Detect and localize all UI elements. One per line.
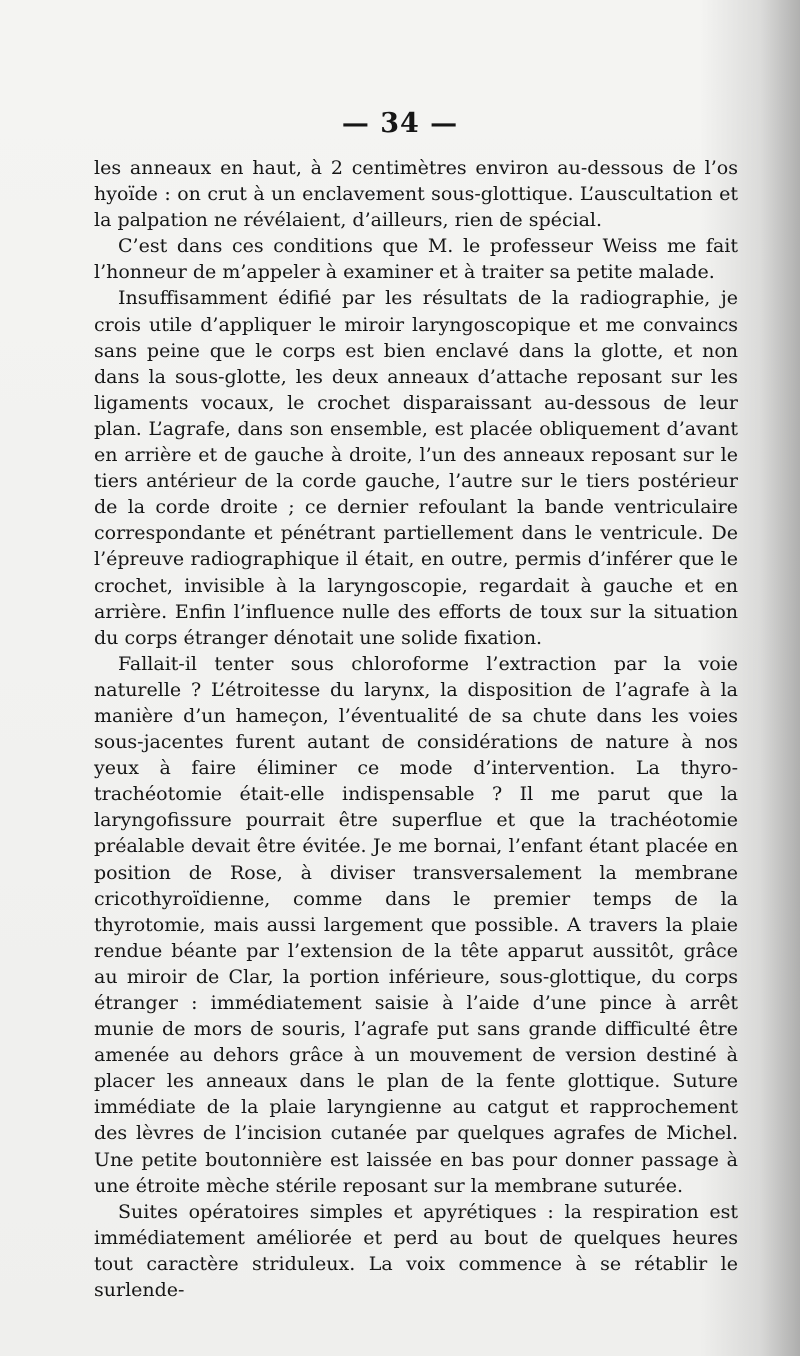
paragraph-laryngoscopy: Insuffisamment édifié par les résultats de la radiographie, je crois utile d’appliquer le miroir laryngoscopique et me convaincs sans peine que le corps est bien enclavé dans la glotte, et non dans la sous-glotte, les deux anneaux d’attache reposant sur les ligaments vocaux, le crochet disparaissant au-dessous de leur plan. L’agrafe, dans son ensemble, est placée obliquement d’avant en arrière et de gauche à droite, l’un des anneaux reposant sur le tiers antérieur de la corde gauche, l’autre sur le tiers postérieur de la corde droite ; ce dernier refoulant la bande ventriculaire correspondante et pénétrant partiellement dans le ventricule. De l’épreuve radiographique il était, en outre, permis d’inférer que le crochet, invisible à la laryngoscopie, regardait à gauche et en arrière. Enfin l’influence nulle des efforts de toux sur la situation du corps étranger dénotait une solide fixation. [94,287,738,649]
paragraph-recovery: Suites opératoires simples et apyrétiques : la respiration est immédiatement améliorée et perd au bout de quelques heures tout caractère striduleux. La voix commence à se rétablir le surlende- [94,1200,738,1302]
paragraph-continued: les anneaux en haut, à 2 centimètres environ au-dessous de l’os hyoïde : on crut à un enclavement sous-glottique. L’auscultation et la palpation ne révélaient, d’ailleurs, rien de spécial. [94,157,738,232]
paragraph-intervention: Fallait-il tenter sous chloroforme l’extraction par la voie naturelle ? L’étroitesse du larynx, la disposition de l’agrafe à la manière d’un hameçon, l’éventualité de sa chute dans les voies sous-jacentes furent autant de considérations de nature à nos yeux à faire éliminer ce mode d’intervention. La thyro-trachéotomie était-elle indispensable ? Il me parut que la laryngofissure pourrait être superflue et que la trachéotomie préalable devait être évitée. Je me bornai, l’enfant étant placée en position de Rose, à diviser transversalement la membrane cricothyroïdienne, comme dans le premier temps de la thyrotomie, mais aussi largement que possible. A travers la plaie rendue béante par l’extension de la tête apparut aussitôt, grâce au miroir de Clar, la portion inférieure, sous-glottique, du corps étranger : immédiatement saisie à l’aide d’une pince à arrêt munie de mors de souris, l’agrafe put sans grande difficulté être amenée au dehors grâce à un mouvement de version destiné à placer les anneaux dans le plan de la fente glottique. Suture immédiate de la plaie laryngienne au catgut et rapprochement des lèvres de l’incision cutanée par quelques agrafes de Michel. Une petite boutonnière est laissée en bas pour donner passage à une étroite mèche stérile reposant sur la membrane suturée. [94,652,738,1197]
body-text [94,155,738,1303]
page-number: — 34 — [341,108,459,139]
paragraph-consultation: C’est dans ces conditions que M. le professeur Weiss me fait l’honneur de m’appeler à examiner et à traiter sa petite malade. [94,235,738,284]
